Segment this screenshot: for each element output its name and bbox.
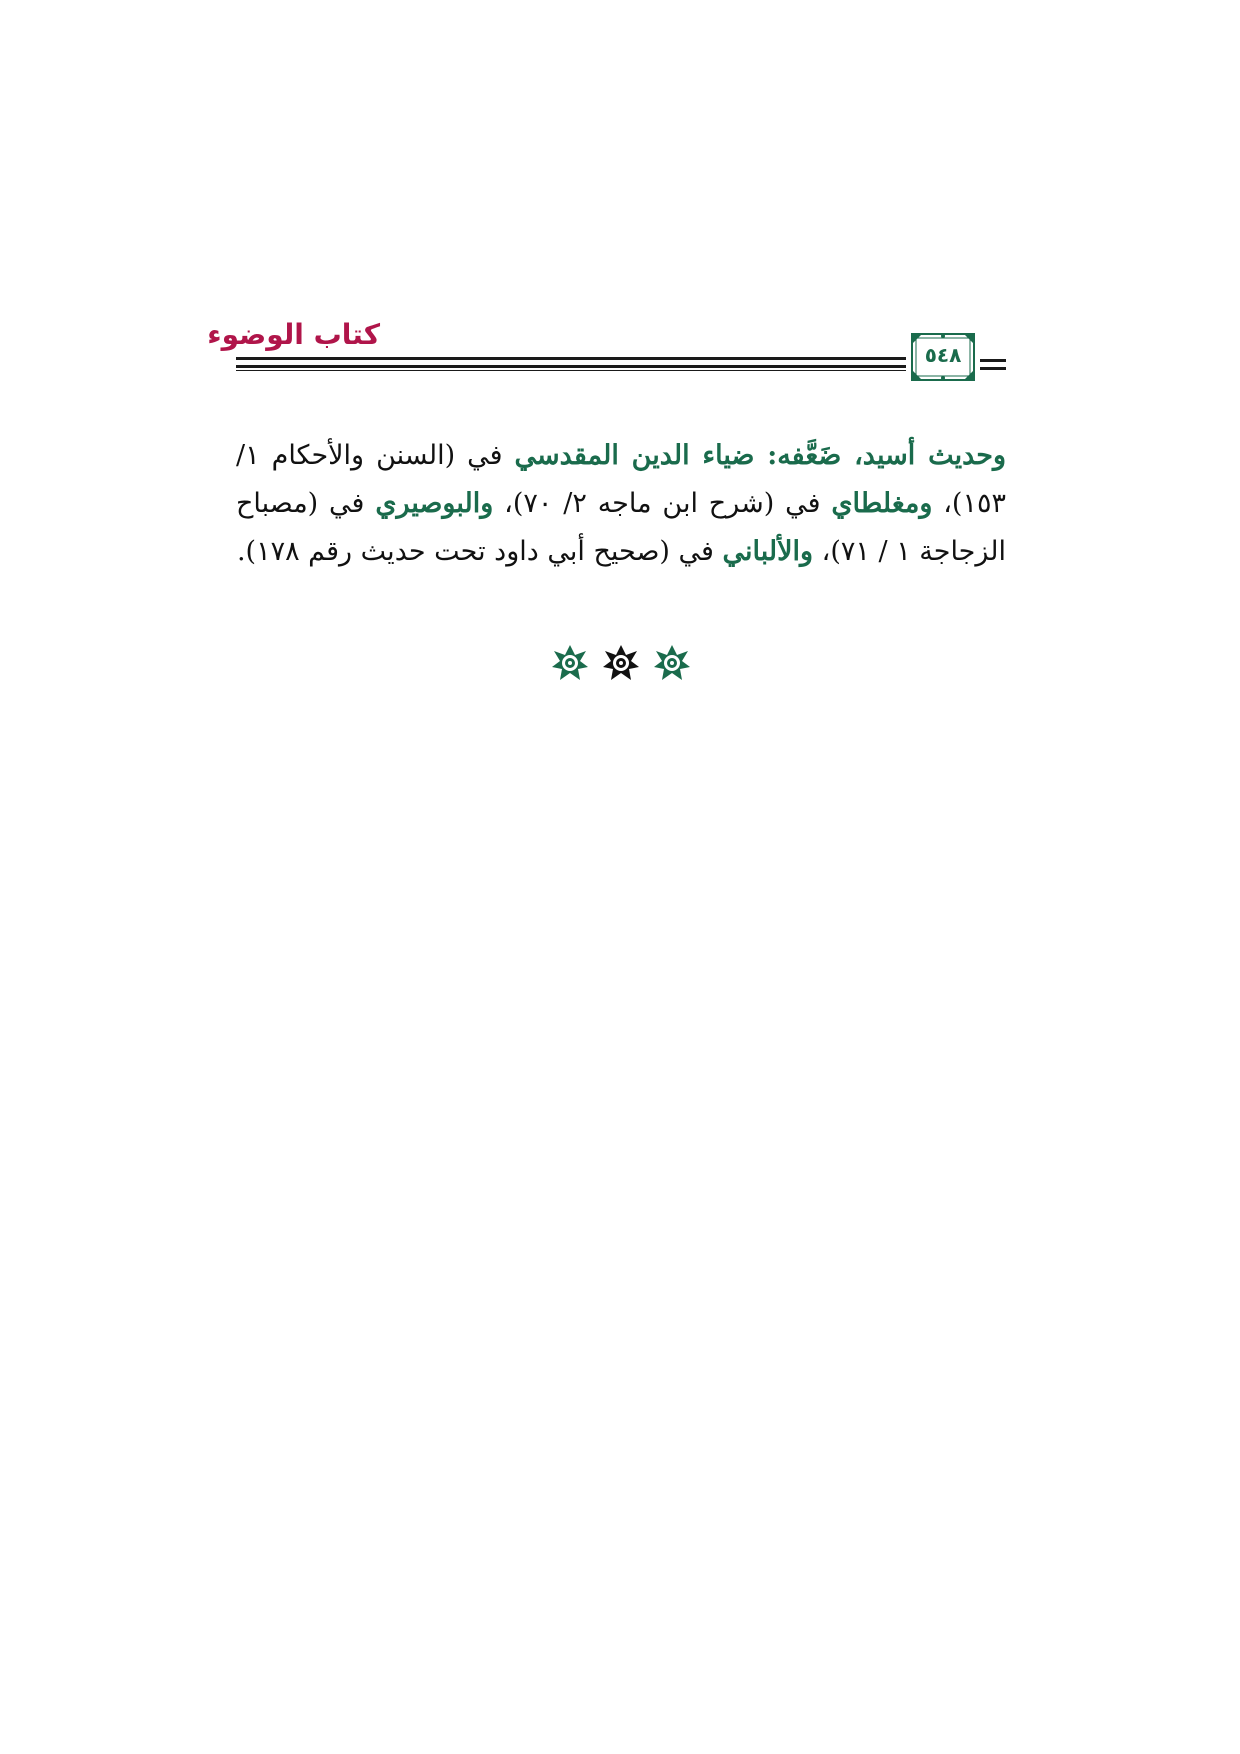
- highlight-text: والبوصيري: [375, 488, 494, 519]
- highlight-text: ومغلطاي: [831, 488, 933, 519]
- running-title: كتاب الوضوء: [207, 318, 380, 351]
- body-text: في (شرح ابن ماجه ٢/ ٧٠)،: [493, 488, 832, 519]
- header-rule: [236, 365, 906, 368]
- header-rule: [236, 357, 906, 360]
- star-flower-ornament-icon: [654, 645, 690, 680]
- header-rule: [236, 370, 906, 371]
- body-text: في (السنن والأحكام ١/ ١٥٣)،: [236, 440, 1006, 519]
- highlight-text: والألباني: [722, 536, 814, 567]
- highlight-text: وحديث أسيد، ضَعَّفه: ضياء الدين المقدسي: [514, 440, 1006, 471]
- star-flower-ornament-icon: [552, 645, 588, 680]
- page-number: ٥٤٨: [924, 343, 962, 367]
- body-text: في (مصباح الزجاجة ١ / ٧١)،: [236, 488, 1006, 567]
- section-divider: [548, 643, 694, 683]
- body-text: في (صحيح أبي داود تحت حديث رقم ١٧٨).: [236, 536, 723, 567]
- star-flower-ornament-icon: [603, 645, 639, 680]
- header-rule: [980, 367, 1006, 370]
- header-rule: [980, 359, 1006, 362]
- body-paragraph: [236, 432, 1006, 576]
